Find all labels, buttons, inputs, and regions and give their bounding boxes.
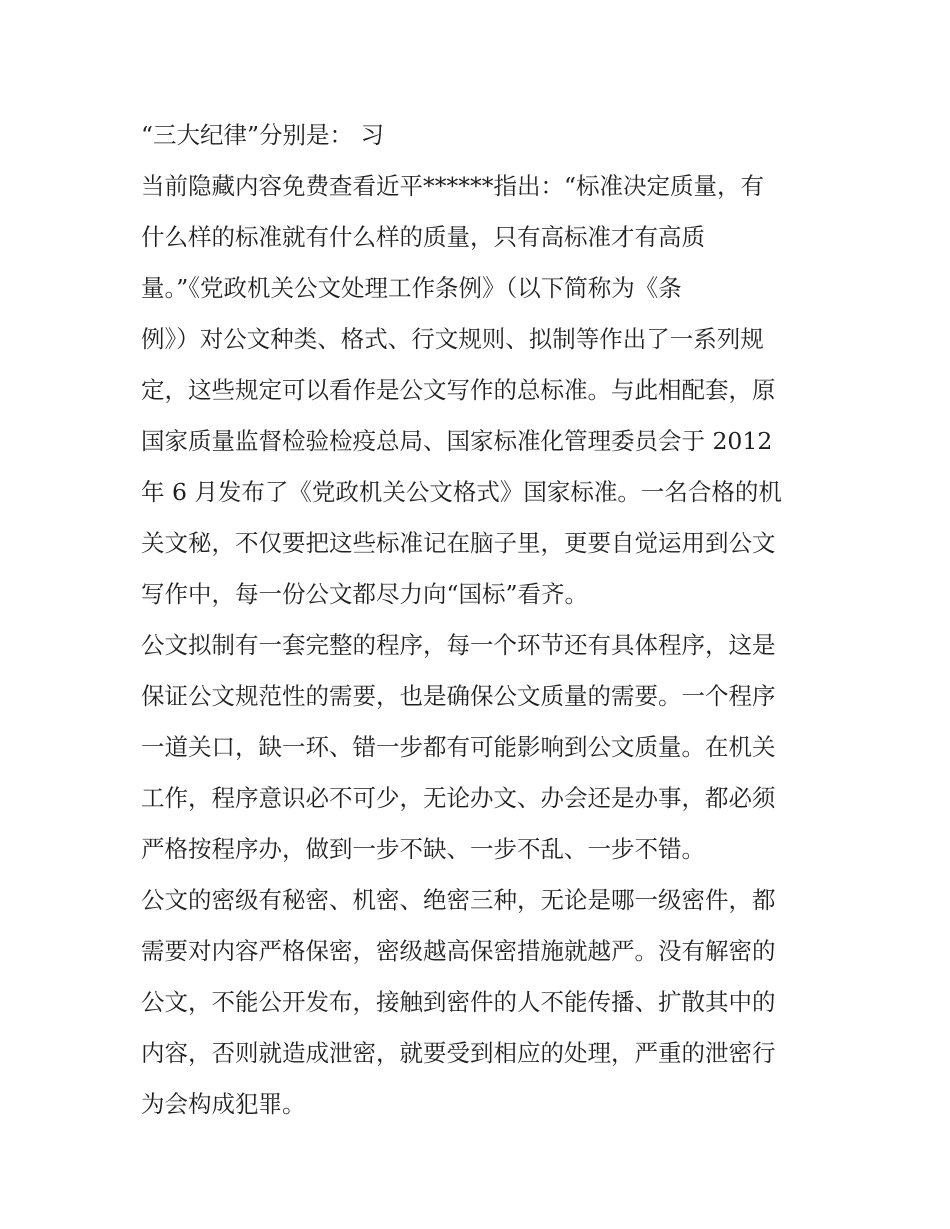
text-line: 内容，否则就造成泄密，就要受到相应的处理，严重的泄密行 <box>141 1039 776 1067</box>
text-line: 严格按程序办，做到一步不缺、一步不乱、一步不错。 <box>141 835 705 863</box>
text-line: 国家质量监督检验检疫总局、国家标准化管理委员会于 2012 <box>141 427 773 455</box>
text-line: 一道关口，缺一环、错一步都有可能影响到公文质量。在机关 <box>141 733 776 761</box>
text-line: 定，这些规定可以看作是公文写作的总标准。与此相配套，原 <box>141 376 776 404</box>
text-line: 关文秘，不仅要把这些标准记在脑子里，更要自觉运用到公文 <box>141 529 776 557</box>
text-line: 写作中，每一份公文都尽力向“国标”看齐。 <box>141 580 589 608</box>
document-body <box>141 110 813 1130</box>
text-line: 年 6 月发布了《党政机关公文格式》国家标准。一名合格的机 <box>141 478 782 506</box>
text-line: 公文拟制有一套完整的程序，每一个环节还有具体程序，这是 <box>141 631 776 659</box>
text-line: 公文的密级有秘密、机密、绝密三种，无论是哪一级密件，都 <box>141 886 776 914</box>
text-line: “三大纪律”分别是： 习 <box>141 121 384 149</box>
text-line: 量。”《党政机关公文处理工作条例》（以下简称为《条 <box>141 274 682 302</box>
text-line: 保证公文规范性的需要，也是确保公文质量的需要。一个程序 <box>141 682 776 710</box>
text-line: 公文，不能公开发布，接触到密件的人不能传播、扩散其中的 <box>141 988 776 1016</box>
text-line: 工作，程序意识必不可少，无论办文、办会还是办事，都必须 <box>141 784 776 812</box>
text-line: 什么样的标准就有什么样的质量，只有高标准才有高质 <box>141 223 705 251</box>
text-line: 为会构成犯罪。 <box>141 1090 306 1118</box>
text-line: 例》）对公文种类、格式、行文规则、拟制等作出了一系列规 <box>141 325 764 353</box>
text-line: 当前隐藏内容免费查看近平******指出：“标准决定质量，有 <box>141 172 765 200</box>
text-line: 需要对内容严格保密，密级越高保密措施就越严。没有解密的 <box>141 937 776 965</box>
